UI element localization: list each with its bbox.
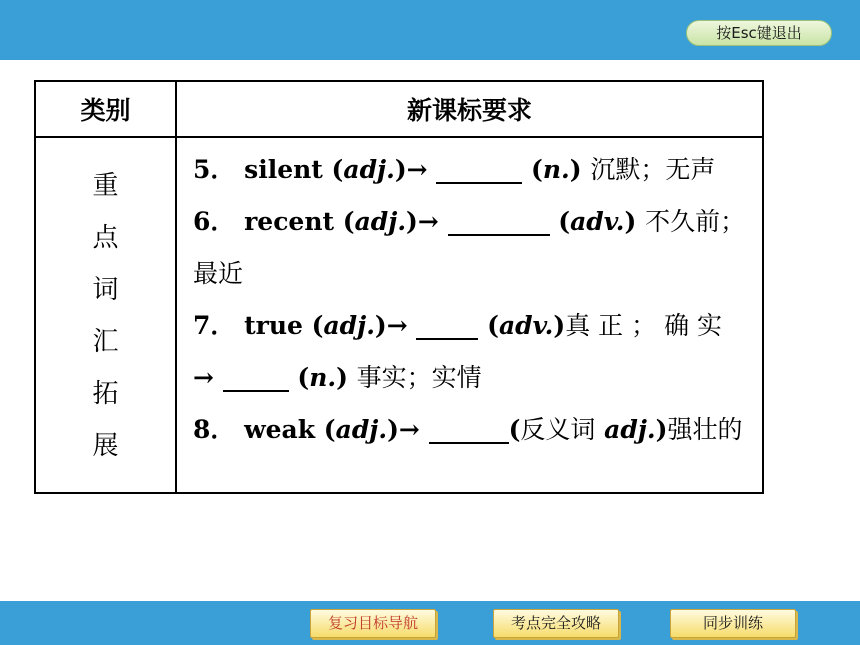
category-cell: [35, 137, 176, 493]
answer-blank[interactable]: [416, 308, 478, 340]
top-bar: [0, 0, 860, 60]
part-of-speech: n.: [542, 155, 570, 184]
category-char: 点: [92, 223, 119, 253]
part-of-speech: adv.: [498, 311, 554, 340]
part-of-speech: adj.: [335, 415, 388, 444]
requirements-cell: [176, 137, 763, 493]
vocabulary-table: [34, 80, 764, 494]
vocab-item-recent: 6． recent (adj.)→ (adv.) 不久前；: [193, 196, 752, 248]
requirement-header: 新课标要求: [176, 81, 763, 137]
vocab-word: true: [244, 311, 303, 340]
arrow-icon: →: [193, 363, 214, 392]
meaning: 强壮的: [667, 415, 743, 444]
item-number: 6．: [193, 207, 236, 236]
review-goals-nav-button[interactable]: 复习目标导航: [310, 609, 436, 638]
category-header: 类别: [35, 81, 176, 137]
arrow-icon: →: [417, 207, 439, 236]
part-of-speech: adj.: [343, 155, 395, 184]
part-of-speech: adj.: [323, 311, 375, 340]
part-of-speech: adv.: [570, 207, 625, 236]
meaning: 真 正 ； 确 实: [565, 311, 723, 340]
bottom-nav-bar: [0, 601, 860, 645]
category-char: 展: [92, 431, 119, 461]
table-row: [35, 137, 763, 493]
category-char: 词: [92, 275, 119, 305]
category-char: 重: [92, 171, 119, 201]
answer-blank[interactable]: [429, 412, 509, 444]
antonym-label: 反义词: [520, 415, 596, 444]
vocab-item-recent-cont: [193, 248, 752, 300]
vocab-item-silent: 5． silent (adj.)→ (n.) 沉默；无声: [193, 144, 752, 196]
item-number: 8．: [193, 415, 236, 444]
vocab-word: silent: [244, 155, 323, 184]
meaning: 最近: [193, 259, 244, 288]
meaning: 不久前；: [645, 207, 746, 236]
answer-blank[interactable]: [436, 152, 522, 184]
answer-blank[interactable]: [223, 360, 289, 392]
vocab-item-true: 7． true (adj.)→ (adv.)真 正 ； 确 实: [193, 300, 752, 352]
answer-blank[interactable]: [448, 204, 550, 236]
table-header-row: [35, 81, 763, 137]
meaning: 沉默；无声: [590, 155, 716, 184]
sync-training-nav-button[interactable]: 同步训练: [670, 609, 796, 638]
vocab-word: recent: [244, 207, 335, 236]
part-of-speech: adj.: [604, 415, 656, 444]
category-char: 拓: [92, 379, 119, 409]
item-number: 7．: [193, 311, 236, 340]
key-points-nav-button[interactable]: 考点完全攻略: [493, 609, 619, 638]
vocab-item-true-cont: → (n.) 事实；实情: [193, 352, 752, 404]
arrow-icon: →: [406, 155, 428, 184]
vocab-word: weak: [244, 415, 316, 444]
meaning: 事实；实情: [356, 363, 482, 392]
arrow-icon: →: [386, 311, 408, 340]
part-of-speech: adj.: [354, 207, 407, 236]
arrow-icon: →: [398, 415, 420, 444]
category-char: 汇: [92, 327, 119, 357]
part-of-speech: n.: [309, 363, 337, 392]
item-number: 5．: [193, 155, 236, 184]
exit-button[interactable]: 按Esc键退出: [686, 20, 832, 46]
vocab-item-weak: 8． weak (adj.)→ (反义词 adj.)强壮的: [193, 404, 752, 456]
